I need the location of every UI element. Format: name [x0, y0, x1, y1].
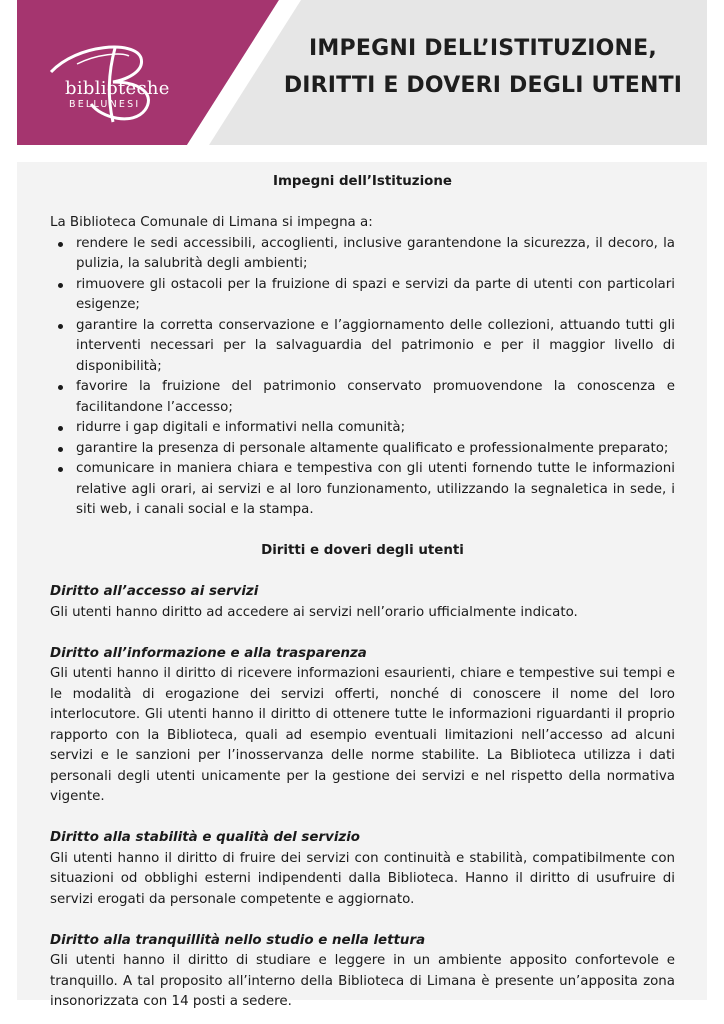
subsection-title: Diritto alla tranquillità nello studio e nella lettura — [50, 932, 426, 948]
list-item: favorire la fruizione del patrimonio conservato promuovendone la conoscenza e facilitandone l’accesso; — [76, 377, 675, 418]
subsection-text: Gli utenti hanno il diritto di fruire dei servizi con continuità e stabilità, compatibilmente con situazioni od obblighi esterni indipendenti dalla Biblioteca. Hanno il diritto di usufruire di servizi erogati da personale competente e aggiornato. — [50, 850, 675, 907]
list-item: garantire la presenza di personale altamente qualificato e professionalmente preparato; — [76, 439, 675, 460]
impegni-list — [50, 234, 675, 521]
intro-text: La Biblioteca Comunale di Limana si impegna a: — [50, 215, 373, 230]
section-heading-diritti: Diritti e doveri degli utenti — [261, 543, 464, 558]
content-body — [50, 172, 675, 1013]
title-line-2: DIRITTI E DOVERI DEGLI UTENTI — [283, 73, 683, 98]
list-item: garantire la corretta conservazione e l’aggiornamento delle collezioni, attuando tutti gli interventi necessari per la salvaguardia del patrimonio e per il maggior livello di disponibilità; — [76, 316, 675, 378]
logo-subtext: BELLUNESI — [69, 99, 141, 110]
subsection-text: Gli utenti hanno il diritto di studiare e leggere in un ambiente apposito confortevole e tranquillo. A tal proposito all’interno della Biblioteca di Limana è presente un’apposita zona insonorizzata con 14 posti a sedere. — [50, 953, 675, 1009]
page-title — [268, 30, 698, 104]
list-item: rendere le sedi accessibili, accoglienti, inclusive garantendone la sicurezza, il decoro, la pulizia, la salubrità degli ambienti; — [76, 234, 675, 275]
list-item: comunicare in maniera chiara e tempestiva con gli utenti fornendo tutte le informazioni relative agli orari, ai servizi e al loro funzionamento, utilizzando la segnaletica in sede, i siti web, i canali social e la stampa. — [76, 459, 675, 521]
subsection-title: Diritto all’informazione e alla trasparenza — [50, 645, 367, 661]
section-heading-impegni: Impegni dell’Istituzione — [273, 174, 452, 189]
title-line-1: IMPEGNI DELL’ISTITUZIONE, — [309, 36, 657, 61]
subsection-text: Gli utenti hanno il diritto di ricevere informazioni esaurienti, chiare e tempestive sui tempi e le modalità di erogazione dei servizi offerti, nonché di conoscere il nome del loro interlocutore. Gli utenti hanno il diritto di ottenere tutte le informazioni riguardanti il proprio rapporto con la Biblioteca, quali ad esempio eventuali limitazioni nell’accesso ad alcuni servizi e le sanzioni per l’inosservanza delle norme stabilite. La Biblioteca utilizza i dati personali degli utenti unicamente per la gestione dei servizi e nel rispetto della normativa vigente. — [50, 666, 675, 804]
subsection-title: Diritto alla stabilità e qualità del servizio — [50, 830, 360, 845]
logo-text: biblioteche — [65, 78, 170, 99]
list-item: ridurre i gap digitali e informativi nella comunità; — [76, 418, 675, 439]
content-panel — [17, 162, 707, 1009]
list-item: rimuovere gli ostacoli per la fruizione di spazi e servizi da parte di utenti con particolari esigenze; — [76, 275, 675, 316]
subsection-text: Gli utenti hanno diritto ad accedere ai servizi nell’orario ufficialmente indicato. — [50, 604, 578, 620]
subsection-title: Diritto all’accesso ai servizi — [50, 584, 259, 599]
